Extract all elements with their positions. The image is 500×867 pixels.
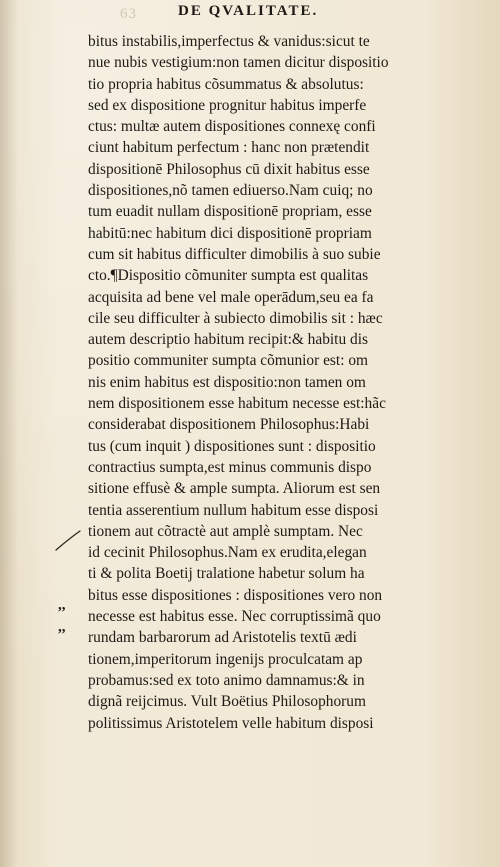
text-line: positio communiter sumpta cõmunior est: om [88,352,368,370]
text-line: tionem,imperitorum ingenijs proculcatam ap [88,650,363,668]
text-line: nue nubis vestigium:non tamen dicitur dispositio [88,54,389,72]
text-line: ctus: multæ autem dispositiones connexę confi [88,118,376,136]
text-line: cto.¶Dispositio cõmuniter sumpta est qualitas [88,267,369,285]
text-line: cile seu difficulter à subiecto dimobilis sit : hæc [88,309,383,327]
gutter-shadow [0,0,18,867]
running-head: DE QVALITATE. [178,3,319,19]
text-line: necesse est habitus esse. Nec corruptissimã quo [88,608,381,626]
margin-quote-mark: ,, [58,619,66,635]
text-line: dispositionē Philosophus cū dixit habitus esse [88,160,370,178]
text-line: considerabat dispositionem Philosophus:Habi [88,416,370,434]
text-line: ti & polita Boetij tralatione habetur solum ha [88,565,365,583]
text-block [88,31,468,734]
text-line: dignã reijcimus. Vult Boëtius Philosophorum [88,693,366,711]
text-line: sed ex dispositione prognitur habitus imperfe [88,96,367,114]
text-line: sitione effusè & ample sumpta. Aliorum est sen [88,480,381,498]
text-line: tio propria habitus cõsummatus & absolutus: [88,75,364,93]
text-line: id cecinit Philosophus.Nam ex erudita,elegan [88,544,367,562]
text-line: bitus esse dispositiones : dispositiones vero non [88,586,383,604]
text-line: autem descriptio habitum recipit:& habitu dis [88,331,368,349]
text-line: tionem aut cõtractè aut amplè sumptam. Nec [88,522,363,540]
text-line: tum euadit nullam dispositionē propriam, esse [88,203,372,221]
text-line: contractius sumpta,est minus communis dispo [88,458,372,476]
text-line: nis enim habitus est dispositio:non tamen om [88,373,366,391]
text-line: politissimus Aristotelem velle habitum disposi [88,714,374,732]
page-number: 63 [120,6,137,22]
text-line: ciunt habitum perfectum : hanc non prætendit [88,139,370,157]
text-line: cum sit habitus difficulter dimobilis à suo subie [88,245,381,263]
text-line: tentia asserentium nullum habitum esse disposi [88,501,379,519]
text-line: probamus:sed ex toto animo damnamus:& in [88,671,365,689]
text-line: nem dispositionem esse habitum necesse est:hãc [88,395,386,413]
text-line: bitus instabilis,imperfectus & vanidus:sicut te [88,33,370,50]
text-line: tus (cum inquit ) dispositiones sunt : dispositio [88,437,376,455]
text-line: dispositiones,nõ tamen ediuerso.Nam cuiq; no [88,182,373,200]
text-line: rundam barbarorum ad Aristotelis textū ædi [88,629,357,647]
text-line: habitū:nec habitum dici dispositionē propriam [88,224,372,242]
text-line: acquisita ad bene vel male operādum,seu ea fa [88,288,374,306]
handwritten-margin-mark [54,526,84,556]
margin-quote-mark: ,, [58,597,66,613]
